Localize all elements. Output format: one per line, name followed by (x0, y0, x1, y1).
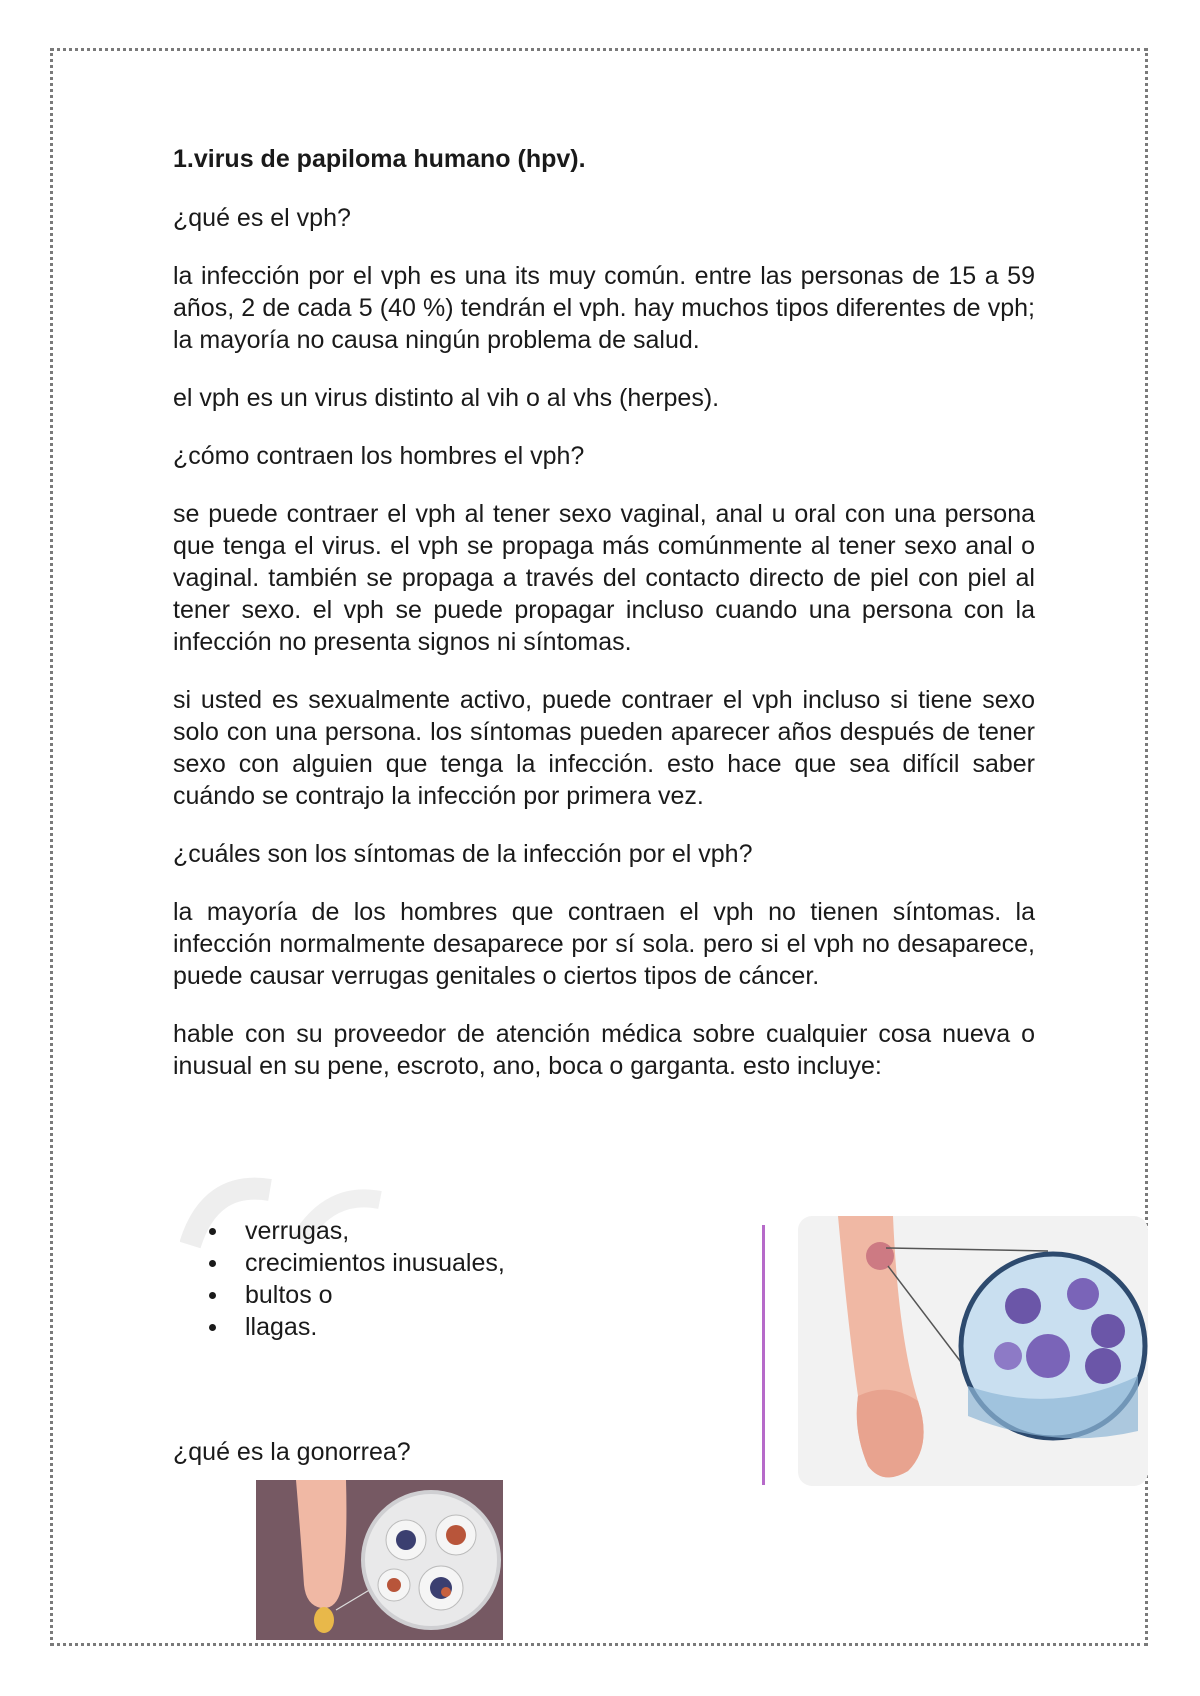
paragraph-talk-provider: hable con su proveedor de atención médica sobre cualquier cosa nueva o inusual en su pene, escroto, ano, boca o garganta. esto incluye: (173, 1020, 1035, 1080)
list-item (173, 1247, 505, 1279)
accent-divider (762, 1225, 765, 1485)
list-item (173, 1279, 505, 1311)
symptom-list (173, 1215, 505, 1343)
paragraph-no-symptoms: la mayoría de los hombres que contraen el vph no tienen síntomas. la infección normalmente desaparece por sí sola. pero si el vph no desaparece, puede causar verrugas genitales o ciertos tipos de cáncer. (173, 898, 1035, 990)
bullet-icon (209, 1292, 216, 1299)
paragraph-hpv-distinct: el vph es un virus distinto al vih o al vhs (herpes). (173, 384, 720, 412)
question-how-men-contract: ¿cómo contraen los hombres el vph? (173, 442, 585, 470)
list-item (173, 1215, 505, 1247)
question-what-is-hpv: ¿qué es el vph? (173, 204, 351, 232)
section-title: 1.virus de papiloma humano (hpv). (173, 145, 586, 173)
bullet-icon (209, 1260, 216, 1267)
list-item-text: llagas. (245, 1313, 318, 1341)
paragraph-sexually-active: si usted es sexualmente activo, puede contraer el vph incluso si tiene sexo solo con una persona. los síntomas pueden aparecer años después de tener sexo con alguien que tenga la infección. esto hace que sea difícil saber cuándo se contrajo la infección por primera vez. (173, 686, 1035, 810)
bullet-icon (209, 1324, 216, 1331)
paragraph-transmission: se puede contraer el vph al tener sexo vaginal, anal u oral con una persona que tenga el virus. el vph se propaga más comúnmente al tener sexo anal o vaginal. también se propaga a través del contacto directo de piel con piel al tener sexo. el vph se puede propagar incluso cuando una persona con la infección no presenta signos ni síntomas. (173, 500, 1035, 656)
hpv-illustration (798, 1216, 1148, 1486)
list-item-text: bultos o (245, 1281, 333, 1309)
paragraph-hpv-common: la infección por el vph es una its muy común. entre las personas de 15 a 59 años, 2 de cada 5 (40 %) tendrán el vph. hay muchos tipos diferentes de vph; la mayoría no causa ningún problema de salud. (173, 262, 1035, 354)
question-symptoms: ¿cuáles son los síntomas de la infección por el vph? (173, 840, 753, 868)
gonorrhea-illustration (256, 1480, 503, 1640)
list-item-text: verrugas, (245, 1217, 350, 1245)
document-body (173, 142, 1035, 1108)
question-gonorrhea: ¿qué es la gonorrea? (173, 1438, 411, 1466)
list-item-text: crecimientos inusuales, (245, 1249, 505, 1277)
bullet-icon (209, 1228, 216, 1235)
list-item (173, 1311, 505, 1343)
